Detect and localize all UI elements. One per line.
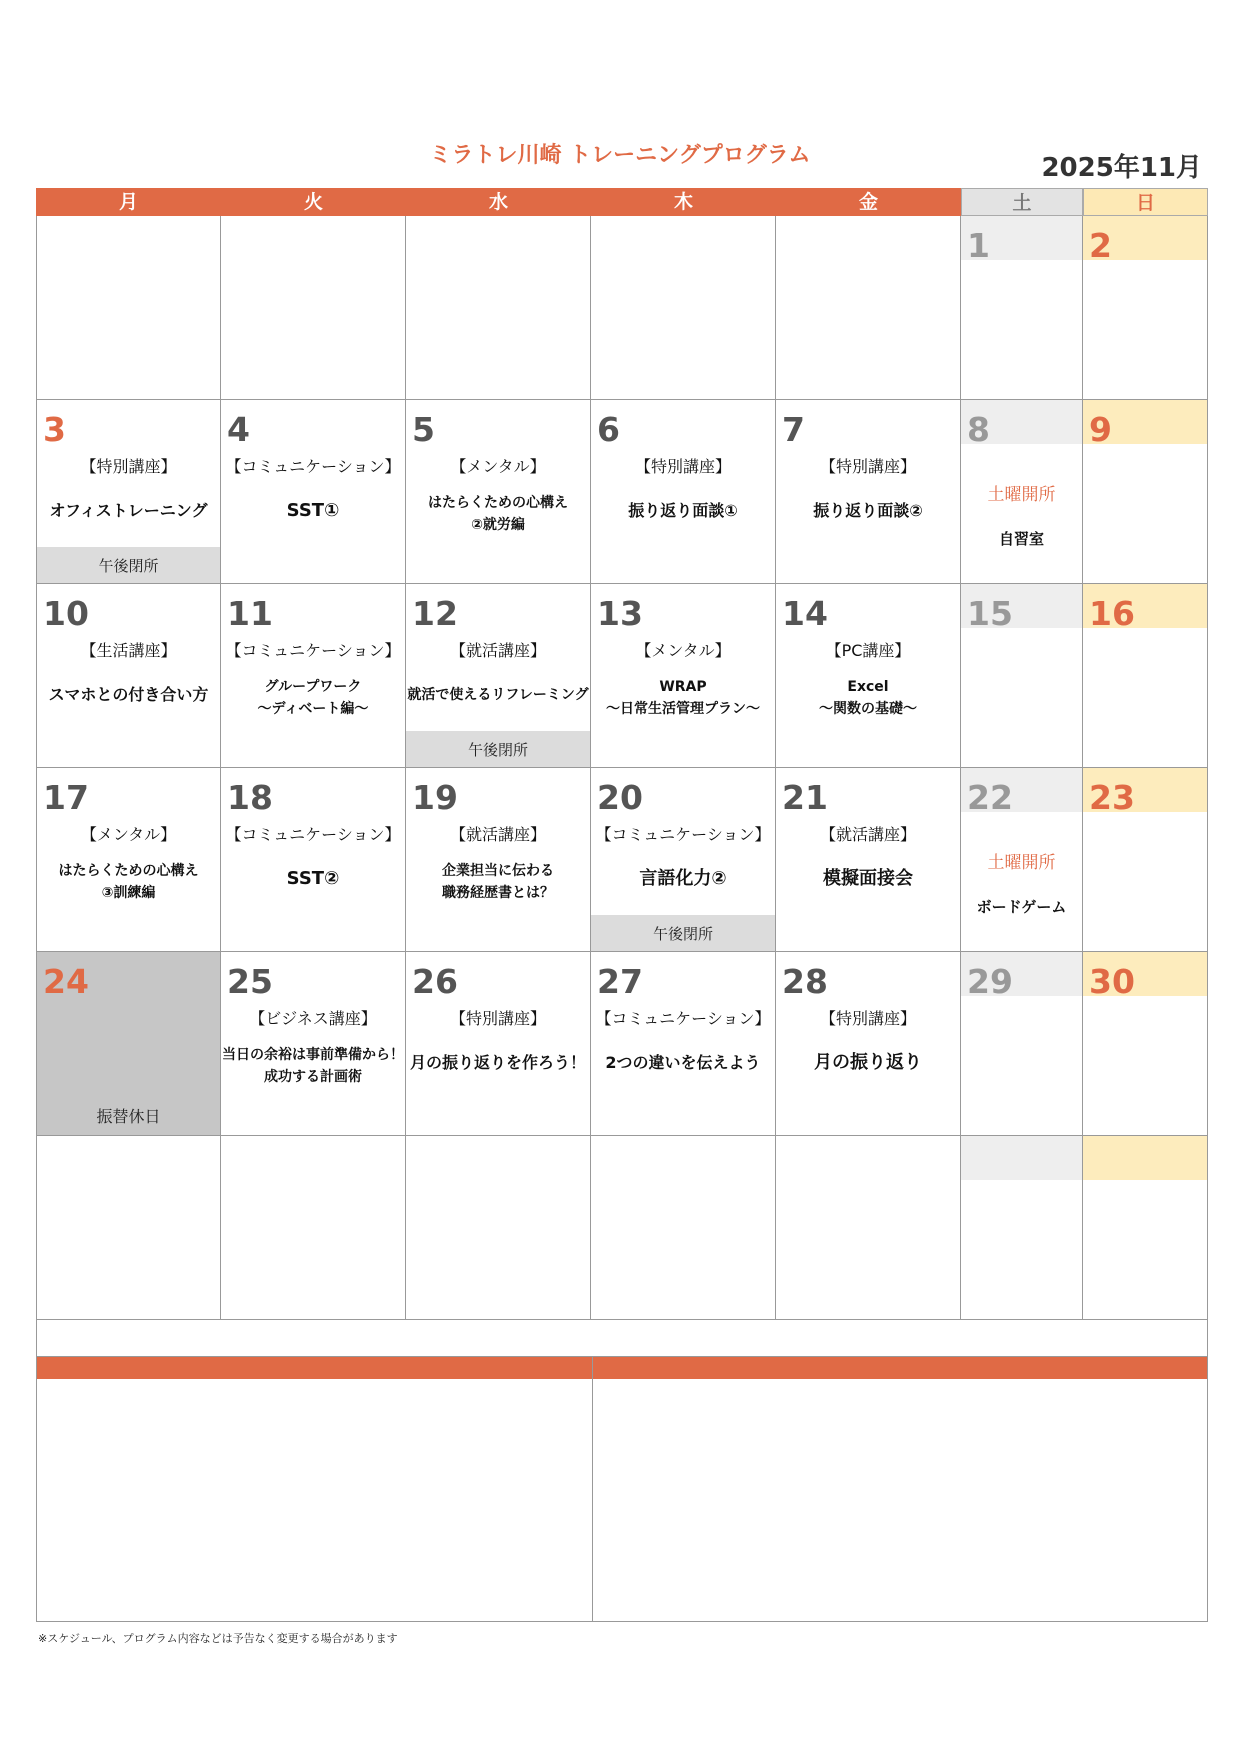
day-cell xyxy=(776,1136,961,1320)
program-title xyxy=(37,860,220,904)
program-category: 【生活講座】 xyxy=(80,641,177,660)
program-title: 2つの違いを伝えよう xyxy=(605,1053,761,1072)
day-cell xyxy=(36,952,221,1136)
footnote: ※スケジュール、プログラム内容などは予告なく変更する場合があります xyxy=(38,1632,398,1645)
day-cell xyxy=(1083,768,1208,952)
day-cell xyxy=(591,768,776,952)
calendar xyxy=(36,188,1208,1320)
notes-gap xyxy=(36,1320,1208,1356)
day-cell xyxy=(776,584,961,768)
date-number: 28 xyxy=(782,962,828,1001)
day-cell xyxy=(776,768,961,952)
program-title-line: 成功する計画術 xyxy=(264,1069,362,1085)
program-category: 【特別講座】 xyxy=(80,457,177,476)
program-title xyxy=(591,676,775,720)
program-title-line: Excel xyxy=(847,679,889,695)
date-number: 3 xyxy=(43,410,66,449)
date-number: 13 xyxy=(597,594,643,633)
program-title-line: ②就労編 xyxy=(471,517,525,533)
afternoon-closed-label: 午後閉所 xyxy=(37,547,220,583)
holiday-label: 振替休日 xyxy=(96,1107,161,1126)
date-number: 23 xyxy=(1089,778,1135,817)
program-category: 【メンタル】 xyxy=(80,825,177,844)
program-title-line: ～関数の基礎～ xyxy=(819,701,917,717)
day-header: 火 xyxy=(221,188,406,216)
program-title-line: 職務経歴書とは？ xyxy=(442,885,554,901)
program-title: 言語化力② xyxy=(639,868,727,889)
program-title-line: ～ディベート編～ xyxy=(257,701,369,717)
program-title: 月の振り返りを作ろう！ xyxy=(409,1053,586,1072)
date-number: 12 xyxy=(412,594,458,633)
day-cell xyxy=(961,584,1083,768)
program-title: 振り返り面談② xyxy=(813,501,923,520)
program-title: 就活で使えるリフレーミング xyxy=(407,687,589,703)
date-number: 19 xyxy=(412,778,458,817)
program-category: 【メンタル】 xyxy=(450,457,546,476)
program-title xyxy=(406,492,590,536)
saturday-open-label: 土曜開所 xyxy=(987,485,1056,505)
program-title-line: はたらくための心構え xyxy=(428,495,568,511)
program-title: オフィストレーニング xyxy=(49,501,208,520)
day-cell xyxy=(961,952,1083,1136)
notes-panel xyxy=(36,1356,1208,1622)
day-cell xyxy=(1083,216,1208,400)
day-cell xyxy=(961,400,1083,584)
day-header: 金 xyxy=(776,188,961,216)
day-cell xyxy=(221,584,406,768)
date-number: 22 xyxy=(967,778,1013,817)
day-cell xyxy=(406,584,591,768)
date-number: 1 xyxy=(967,226,990,265)
program-category: 【ビジネス講座】 xyxy=(249,1009,377,1028)
program-title-line: 当日の余裕は事前準備から！ xyxy=(222,1047,404,1063)
day-cell xyxy=(1083,584,1208,768)
program-title xyxy=(406,860,590,904)
date-number: 20 xyxy=(597,778,643,817)
day-cell xyxy=(591,216,776,400)
date-number: 11 xyxy=(227,594,273,633)
date-number: 5 xyxy=(412,410,435,449)
program-title xyxy=(221,676,405,720)
day-header: 日 xyxy=(1083,188,1208,216)
program-category: 【コミュニケーション】 xyxy=(595,1009,771,1028)
date-number: 30 xyxy=(1089,962,1135,1001)
date-number: 2 xyxy=(1089,226,1112,265)
date-number: 8 xyxy=(967,410,990,449)
date-number: 21 xyxy=(782,778,828,817)
program-category: 【PC講座】 xyxy=(825,641,911,660)
saturday-program: 自習室 xyxy=(998,530,1044,548)
program-category: 【コミュニケーション】 xyxy=(595,825,771,844)
day-cell xyxy=(406,768,591,952)
day-cell xyxy=(36,1136,221,1320)
date-number: 18 xyxy=(227,778,273,817)
program-category: 【就活講座】 xyxy=(449,641,546,660)
day-cell xyxy=(406,1136,591,1320)
date-number: 29 xyxy=(967,962,1013,1001)
afternoon-closed-label: 午後閉所 xyxy=(406,731,590,767)
day-cell xyxy=(221,1136,406,1320)
day-cell xyxy=(961,216,1083,400)
page-title: ミラトレ川崎 トレーニングプログラム xyxy=(429,143,811,168)
day-cell xyxy=(591,952,776,1136)
date-number: 24 xyxy=(43,962,89,1001)
sunday-band xyxy=(1083,1136,1207,1180)
day-cell xyxy=(221,768,406,952)
day-header: 土 xyxy=(961,188,1083,216)
day-cell xyxy=(1083,952,1208,1136)
day-cell xyxy=(961,768,1083,952)
notes-header-bar xyxy=(37,1357,1207,1379)
date-number: 7 xyxy=(782,410,805,449)
day-cell xyxy=(776,400,961,584)
day-cell xyxy=(776,216,961,400)
day-cell xyxy=(776,952,961,1136)
program-title: スマホとの付き合い方 xyxy=(48,685,209,704)
date-number: 27 xyxy=(597,962,643,1001)
date-number: 4 xyxy=(227,410,250,449)
date-number: 25 xyxy=(227,962,273,1001)
date-number: 15 xyxy=(967,594,1013,633)
day-cell xyxy=(1083,1136,1208,1320)
day-cell xyxy=(36,400,221,584)
program-category: 【特別講座】 xyxy=(819,457,916,476)
program-title-line: はたらくための心構え xyxy=(58,863,199,879)
date-number: 10 xyxy=(43,594,89,633)
notes-divider xyxy=(592,1357,593,1621)
program-title-line: ～日常生活管理プラン～ xyxy=(606,701,760,717)
program-category: 【特別講座】 xyxy=(634,457,731,476)
date-number: 16 xyxy=(1089,594,1135,633)
saturday-program: ボードゲーム xyxy=(976,898,1067,916)
program-category: 【特別講座】 xyxy=(819,1009,916,1028)
day-cell xyxy=(591,400,776,584)
day-cell xyxy=(221,400,406,584)
day-cell xyxy=(406,400,591,584)
saturday-band xyxy=(961,1136,1082,1180)
day-cell xyxy=(36,216,221,400)
month-label: 2025年11月 xyxy=(1041,153,1202,183)
day-cell xyxy=(36,768,221,952)
date-number: 6 xyxy=(597,410,620,449)
date-number: 14 xyxy=(782,594,828,633)
saturday-open-label: 土曜開所 xyxy=(987,853,1056,873)
program-title-line: ③訓練編 xyxy=(101,885,156,901)
program-title xyxy=(776,676,960,720)
day-cell xyxy=(221,952,406,1136)
day-cell xyxy=(36,584,221,768)
program-category: 【コミュニケーション】 xyxy=(225,457,401,476)
program-title: 振り返り面談① xyxy=(628,501,738,520)
day-header: 水 xyxy=(406,188,591,216)
program-category: 【コミュニケーション】 xyxy=(225,825,401,844)
day-header: 月 xyxy=(36,188,221,216)
day-header: 木 xyxy=(591,188,776,216)
afternoon-closed-label: 午後閉所 xyxy=(591,915,775,951)
program-title: 月の振り返り xyxy=(814,1052,922,1073)
program-category: 【特別講座】 xyxy=(449,1009,546,1028)
program-title: 模擬面接会 xyxy=(823,868,913,889)
program-title xyxy=(221,1044,405,1088)
program-category: 【コミュニケーション】 xyxy=(225,641,401,660)
day-cell xyxy=(961,1136,1083,1320)
day-cell xyxy=(591,584,776,768)
program-title: SST② xyxy=(286,868,340,889)
program-title-line: 企業担当に伝わる xyxy=(442,863,554,879)
program-category: 【メンタル】 xyxy=(635,641,731,660)
program-title-line: WRAP xyxy=(659,679,707,695)
day-cell xyxy=(406,952,591,1136)
day-cell xyxy=(221,216,406,400)
day-cell xyxy=(591,1136,776,1320)
date-number: 17 xyxy=(43,778,89,817)
program-category: 【就活講座】 xyxy=(819,825,916,844)
date-number: 26 xyxy=(412,962,458,1001)
program-title-line: グループワーク xyxy=(264,679,362,695)
program-title: SST① xyxy=(286,500,340,521)
day-cell xyxy=(406,216,591,400)
date-number: 9 xyxy=(1089,410,1112,449)
program-category: 【就活講座】 xyxy=(449,825,546,844)
day-cell xyxy=(1083,400,1208,584)
